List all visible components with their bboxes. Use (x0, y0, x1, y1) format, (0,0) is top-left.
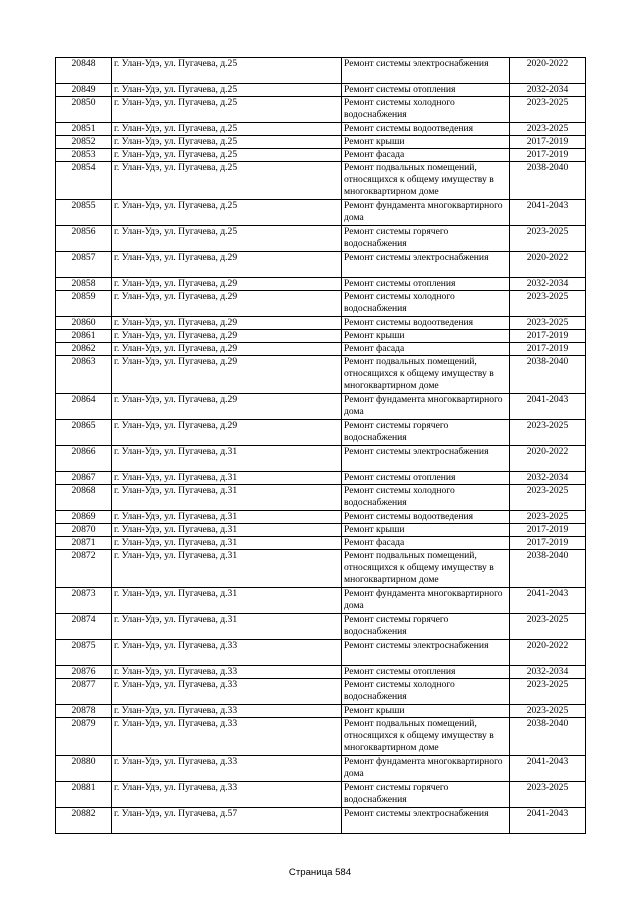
row-address: г. Улан-Удэ, ул. Пугачева, д.31 (112, 485, 342, 511)
works-table (55, 57, 586, 834)
row-work-type: Ремонт фасада (342, 537, 510, 550)
table-row (56, 550, 586, 588)
row-period: 2017-2019 (510, 524, 586, 537)
row-work-type: Ремонт фасада (342, 149, 510, 162)
row-address: г. Улан-Удэ, ул. Пугачева, д.57 (112, 808, 342, 834)
table-row (56, 808, 586, 834)
row-address: г. Улан-Удэ, ул. Пугачева, д.33 (112, 756, 342, 782)
row-address: г. Улан-Удэ, ул. Пугачева, д.29 (112, 420, 342, 446)
row-period: 2017-2019 (510, 149, 586, 162)
table-row (56, 278, 586, 291)
row-number: 20849 (56, 84, 112, 97)
row-address: г. Улан-Удэ, ул. Пугачева, д.25 (112, 123, 342, 136)
row-period: 2041-2043 (510, 808, 586, 834)
row-number: 20874 (56, 614, 112, 640)
table-row (56, 291, 586, 317)
row-address: г. Улан-Удэ, ул. Пугачева, д.25 (112, 97, 342, 123)
works-table-body (56, 58, 586, 834)
row-address: г. Улан-Удэ, ул. Пугачева, д.25 (112, 136, 342, 149)
row-work-type: Ремонт системы электроснабжения (342, 808, 510, 834)
row-address: г. Улан-Удэ, ул. Пугачева, д.29 (112, 330, 342, 343)
row-address: г. Улан-Удэ, ул. Пугачева, д.31 (112, 511, 342, 524)
row-address: г. Улан-Удэ, ул. Пугачева, д.31 (112, 550, 342, 588)
table-row (56, 226, 586, 252)
table-row (56, 58, 586, 84)
row-period: 2023-2025 (510, 679, 586, 705)
row-period: 2041-2043 (510, 756, 586, 782)
table-row (56, 782, 586, 808)
table-row (56, 252, 586, 278)
row-number: 20881 (56, 782, 112, 808)
table-row (56, 123, 586, 136)
row-period: 2032-2034 (510, 278, 586, 291)
row-period: 2017-2019 (510, 537, 586, 550)
row-period: 2032-2034 (510, 472, 586, 485)
row-work-type: Ремонт фасада (342, 343, 510, 356)
table-row (56, 679, 586, 705)
row-address: г. Улан-Удэ, ул. Пугачева, д.31 (112, 614, 342, 640)
row-address: г. Улан-Удэ, ул. Пугачева, д.29 (112, 343, 342, 356)
row-work-type: Ремонт подвальных помещений, относящихся к общему имуществу в многоквартирном доме (342, 550, 510, 588)
row-work-type: Ремонт системы водоотведения (342, 317, 510, 330)
row-period: 2041-2043 (510, 200, 586, 226)
row-number: 20877 (56, 679, 112, 705)
row-address: г. Улан-Удэ, ул. Пугачева, д.29 (112, 356, 342, 394)
row-period: 2032-2034 (510, 84, 586, 97)
row-number: 20865 (56, 420, 112, 446)
row-work-type: Ремонт системы отопления (342, 278, 510, 291)
row-period: 2023-2025 (510, 485, 586, 511)
table-row (56, 84, 586, 97)
row-work-type: Ремонт системы отопления (342, 472, 510, 485)
row-number: 20878 (56, 705, 112, 718)
row-period: 2023-2025 (510, 123, 586, 136)
row-work-type: Ремонт системы горячего водоснабжения (342, 782, 510, 808)
row-address: г. Улан-Удэ, ул. Пугачева, д.33 (112, 705, 342, 718)
table-row (56, 330, 586, 343)
row-period: 2038-2040 (510, 718, 586, 756)
row-address: г. Улан-Удэ, ул. Пугачева, д.31 (112, 588, 342, 614)
table-row (56, 356, 586, 394)
row-work-type: Ремонт фундамента многоквартирного дома (342, 394, 510, 420)
row-period: 2023-2025 (510, 291, 586, 317)
row-period: 2020-2022 (510, 446, 586, 472)
row-number: 20856 (56, 226, 112, 252)
row-period: 2023-2025 (510, 420, 586, 446)
table-row (56, 614, 586, 640)
row-period: 2017-2019 (510, 343, 586, 356)
row-period: 2020-2022 (510, 640, 586, 666)
table-row (56, 524, 586, 537)
row-number: 20863 (56, 356, 112, 394)
row-period: 2023-2025 (510, 317, 586, 330)
row-address: г. Улан-Удэ, ул. Пугачева, д.25 (112, 149, 342, 162)
row-work-type: Ремонт фундамента многоквартирного дома (342, 756, 510, 782)
row-period: 2017-2019 (510, 136, 586, 149)
row-work-type: Ремонт системы холодного водоснабжения (342, 97, 510, 123)
row-address: г. Улан-Удэ, ул. Пугачева, д.29 (112, 394, 342, 420)
row-work-type: Ремонт крыши (342, 330, 510, 343)
row-work-type: Ремонт фундамента многоквартирного дома (342, 200, 510, 226)
row-work-type: Ремонт системы электроснабжения (342, 58, 510, 84)
row-number: 20867 (56, 472, 112, 485)
row-work-type: Ремонт фундамента многоквартирного дома (342, 588, 510, 614)
row-work-type: Ремонт системы водоотведения (342, 123, 510, 136)
row-address: г. Улан-Удэ, ул. Пугачева, д.29 (112, 252, 342, 278)
table-row (56, 588, 586, 614)
row-number: 20851 (56, 123, 112, 136)
row-address: г. Улан-Удэ, ул. Пугачева, д.25 (112, 200, 342, 226)
row-work-type: Ремонт системы холодного водоснабжения (342, 485, 510, 511)
row-period: 2038-2040 (510, 356, 586, 394)
table-row (56, 511, 586, 524)
row-work-type: Ремонт крыши (342, 524, 510, 537)
row-number: 20855 (56, 200, 112, 226)
table-row (56, 343, 586, 356)
row-period: 2032-2034 (510, 666, 586, 679)
row-number: 20868 (56, 485, 112, 511)
table-row (56, 420, 586, 446)
row-address: г. Улан-Удэ, ул. Пугачева, д.29 (112, 291, 342, 317)
table-row (56, 97, 586, 123)
row-period: 2041-2043 (510, 394, 586, 420)
row-period: 2038-2040 (510, 162, 586, 200)
row-address: г. Улан-Удэ, ул. Пугачева, д.29 (112, 317, 342, 330)
row-address: г. Улан-Удэ, ул. Пугачева, д.33 (112, 666, 342, 679)
row-work-type: Ремонт подвальных помещений, относящихся к общему имуществу в многоквартирном доме (342, 162, 510, 200)
row-number: 20857 (56, 252, 112, 278)
table-row (56, 317, 586, 330)
row-number: 20860 (56, 317, 112, 330)
row-address: г. Улан-Удэ, ул. Пугачева, д.31 (112, 472, 342, 485)
row-work-type: Ремонт системы холодного водоснабжения (342, 679, 510, 705)
row-period: 2020-2022 (510, 58, 586, 84)
row-work-type: Ремонт крыши (342, 136, 510, 149)
row-work-type: Ремонт системы горячего водоснабжения (342, 226, 510, 252)
row-address: г. Улан-Удэ, ул. Пугачева, д.25 (112, 162, 342, 200)
row-number: 20869 (56, 511, 112, 524)
table-row (56, 394, 586, 420)
row-address: г. Улан-Удэ, ул. Пугачева, д.25 (112, 58, 342, 84)
row-period: 2023-2025 (510, 705, 586, 718)
table-row (56, 718, 586, 756)
row-number: 20850 (56, 97, 112, 123)
row-number: 20870 (56, 524, 112, 537)
row-work-type: Ремонт системы водоотведения (342, 511, 510, 524)
row-period: 2038-2040 (510, 550, 586, 588)
table-row (56, 136, 586, 149)
row-address: г. Улан-Удэ, ул. Пугачева, д.31 (112, 446, 342, 472)
row-work-type: Ремонт системы горячего водоснабжения (342, 420, 510, 446)
row-number: 20859 (56, 291, 112, 317)
row-address: г. Улан-Удэ, ул. Пугачева, д.25 (112, 84, 342, 97)
row-period: 2023-2025 (510, 226, 586, 252)
row-address: г. Улан-Удэ, ул. Пугачева, д.33 (112, 718, 342, 756)
row-number: 20858 (56, 278, 112, 291)
table-row (56, 705, 586, 718)
row-period: 2023-2025 (510, 511, 586, 524)
row-address: г. Улан-Удэ, ул. Пугачева, д.33 (112, 782, 342, 808)
row-number: 20864 (56, 394, 112, 420)
row-work-type: Ремонт системы отопления (342, 84, 510, 97)
row-number: 20852 (56, 136, 112, 149)
table-row (56, 200, 586, 226)
row-number: 20853 (56, 149, 112, 162)
row-number: 20882 (56, 808, 112, 834)
row-address: г. Улан-Удэ, ул. Пугачева, д.33 (112, 679, 342, 705)
row-period: 2041-2043 (510, 588, 586, 614)
row-period: 2020-2022 (510, 252, 586, 278)
row-address: г. Улан-Удэ, ул. Пугачева, д.33 (112, 640, 342, 666)
table-row (56, 756, 586, 782)
table-row (56, 485, 586, 511)
page-number: Страница 584 (288, 867, 352, 878)
row-address: г. Улан-Удэ, ул. Пугачева, д.25 (112, 226, 342, 252)
row-number: 20848 (56, 58, 112, 84)
table-row (56, 472, 586, 485)
row-address: г. Улан-Удэ, ул. Пугачева, д.29 (112, 278, 342, 291)
row-period: 2023-2025 (510, 97, 586, 123)
row-address: г. Улан-Удэ, ул. Пугачева, д.31 (112, 524, 342, 537)
row-number: 20872 (56, 550, 112, 588)
row-period: 2023-2025 (510, 614, 586, 640)
row-work-type: Ремонт системы электроснабжения (342, 640, 510, 666)
row-number: 20862 (56, 343, 112, 356)
row-work-type: Ремонт системы электроснабжения (342, 252, 510, 278)
row-number: 20876 (56, 666, 112, 679)
table-row (56, 640, 586, 666)
row-address: г. Улан-Удэ, ул. Пугачева, д.31 (112, 537, 342, 550)
row-work-type: Ремонт крыши (342, 705, 510, 718)
table-row (56, 446, 586, 472)
row-work-type: Ремонт подвальных помещений, относящихся к общему имуществу в многоквартирном доме (342, 356, 510, 394)
row-number: 20873 (56, 588, 112, 614)
row-number: 20879 (56, 718, 112, 756)
row-work-type: Ремонт системы холодного водоснабжения (342, 291, 510, 317)
row-number: 20854 (56, 162, 112, 200)
table-row (56, 162, 586, 200)
row-number: 20880 (56, 756, 112, 782)
table-row (56, 666, 586, 679)
row-number: 20861 (56, 330, 112, 343)
row-number: 20866 (56, 446, 112, 472)
row-work-type: Ремонт системы горячего водоснабжения (342, 614, 510, 640)
row-work-type: Ремонт подвальных помещений, относящихся к общему имуществу в многоквартирном доме (342, 718, 510, 756)
table-row (56, 537, 586, 550)
row-work-type: Ремонт системы электроснабжения (342, 446, 510, 472)
row-work-type: Ремонт системы отопления (342, 666, 510, 679)
row-number: 20875 (56, 640, 112, 666)
table-row (56, 149, 586, 162)
row-period: 2023-2025 (510, 782, 586, 808)
row-period: 2017-2019 (510, 330, 586, 343)
row-number: 20871 (56, 537, 112, 550)
